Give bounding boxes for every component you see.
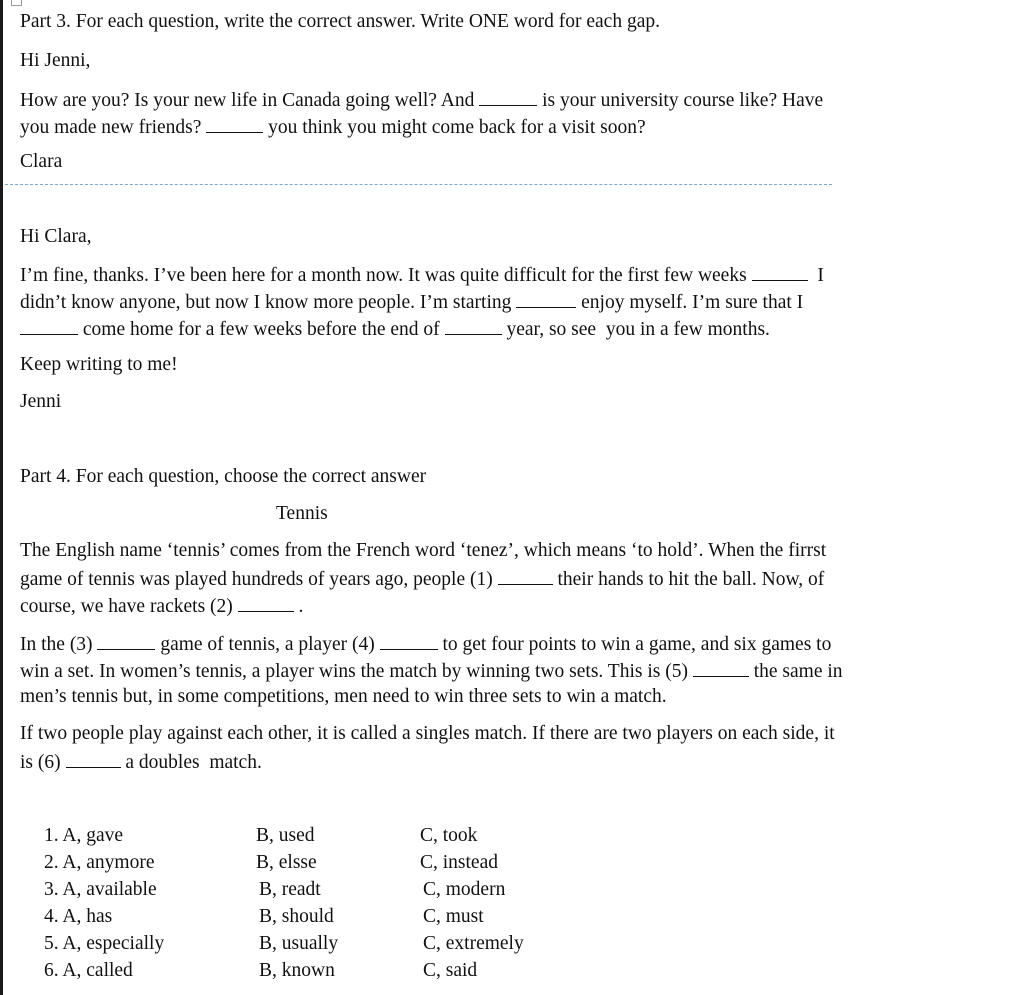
- text-segment: a doubles match.: [120, 752, 262, 773]
- p1-line2: [20, 566, 824, 592]
- answer-gap[interactable]: [752, 262, 808, 281]
- letter1-line1: [20, 87, 823, 113]
- option-5c[interactable]: C, extremely: [423, 933, 524, 954]
- answer-gap[interactable]: [97, 631, 155, 650]
- section-divider: [5, 184, 832, 185]
- letter2-closing: Keep writing to me!: [20, 354, 178, 375]
- text-segment: game of tennis was played hundreds of years ago, people (1): [20, 569, 498, 590]
- option-1c[interactable]: C, took: [420, 825, 478, 846]
- text-segment: game of tennis, a player (4): [155, 634, 380, 655]
- letter2-line2: [20, 289, 803, 315]
- option-2b[interactable]: B, elsse: [256, 852, 317, 873]
- answer-gap[interactable]: [380, 631, 438, 650]
- part3-heading: Part 3. For each question, write the correct answer. Write ONE word for each gap.: [20, 11, 660, 32]
- letter1-signoff: Clara: [20, 151, 63, 172]
- p3-line1: If two people play against each other, it is called a singles match. If there are two players on each side, it: [20, 723, 835, 744]
- text-segment: win a set. In women’s tennis, a player wins the match by winning two sets. This is (5): [20, 661, 693, 682]
- answer-gap[interactable]: [445, 316, 502, 335]
- p1-line3: [20, 593, 303, 619]
- text-segment: the same in: [748, 661, 843, 682]
- text-segment: their hands to hit the ball. Now, of: [552, 569, 825, 590]
- option-4c[interactable]: C, must: [423, 906, 484, 927]
- option-6a[interactable]: 6. A, called: [44, 960, 133, 981]
- answer-gap[interactable]: [206, 114, 263, 133]
- text-segment: is your university course like? Have: [537, 90, 824, 111]
- table-move-handle-icon[interactable]: [11, 0, 22, 6]
- text-segment: .: [293, 596, 304, 617]
- letter2-line1: [20, 262, 824, 288]
- option-2c[interactable]: C, instead: [420, 852, 498, 873]
- option-2a[interactable]: 2. A, anymore: [44, 852, 155, 873]
- p1-line1: The English name ‘tennis’ comes from the French word ‘tenez’, which means ‘to hold’. When the firrst: [20, 540, 827, 561]
- letter2-signoff: Jenni: [20, 391, 62, 412]
- text-segment: you made new friends?: [20, 117, 207, 138]
- answer-gap[interactable]: [693, 658, 749, 677]
- answer-gap[interactable]: [238, 593, 294, 612]
- text-segment: How are you? Is your new life in Canada going well? And: [20, 90, 480, 111]
- option-1b[interactable]: B, used: [256, 825, 315, 846]
- answer-gap[interactable]: [516, 289, 576, 308]
- text-segment: In the (3): [20, 634, 98, 655]
- option-4a[interactable]: 4. A, has: [44, 906, 113, 927]
- answer-gap[interactable]: [20, 316, 78, 335]
- text-segment: I’m fine, thanks. I’ve been here for a month now. It was quite difficult for the first few weeks: [20, 265, 752, 286]
- p2-line1: [20, 631, 831, 657]
- option-3b[interactable]: B, readt: [259, 879, 321, 900]
- option-5b[interactable]: B, usually: [259, 933, 339, 954]
- option-1a[interactable]: 1. A, gave: [44, 825, 124, 846]
- letter2-greeting: Hi Clara,: [20, 226, 92, 247]
- letter1-greeting: Hi Jenni,: [20, 50, 91, 71]
- option-6b[interactable]: B, known: [259, 960, 335, 981]
- text-segment: you think you might come back for a visit soon?: [263, 117, 646, 138]
- text-segment: come home for a few weeks before the end of: [78, 319, 445, 340]
- text-segment: course, we have rackets (2): [20, 596, 238, 617]
- text-segment: year, so see you in a few months.: [501, 319, 770, 340]
- page-left-border: [0, 0, 3, 995]
- text-segment: didn’t know anyone, but now I know more people. I’m starting: [20, 292, 517, 313]
- p2-line3: men’s tennis but, in some competitions, men need to win three sets to win a match.: [20, 686, 667, 707]
- option-5a[interactable]: 5. A, especially: [44, 933, 165, 954]
- answer-gap[interactable]: [498, 566, 553, 585]
- letter2-line3: [20, 316, 770, 342]
- text-segment: enjoy myself. I’m sure that I: [576, 292, 804, 313]
- option-3a[interactable]: 3. A, available: [44, 879, 157, 900]
- text-segment: is (6): [20, 752, 66, 773]
- option-4b[interactable]: B, should: [259, 906, 334, 927]
- text-segment: to get four points to win a game, and six games to: [437, 634, 832, 655]
- option-6c[interactable]: C, said: [423, 960, 478, 981]
- passage-title: Tennis: [276, 503, 328, 524]
- option-3c[interactable]: C, modern: [423, 879, 506, 900]
- p3-line2: [20, 749, 262, 775]
- p2-line2: [20, 658, 843, 684]
- part4-heading: Part 4. For each question, choose the correct answer: [20, 466, 427, 487]
- answer-gap[interactable]: [66, 749, 121, 768]
- answer-gap[interactable]: [479, 87, 537, 106]
- letter1-line2: [20, 114, 646, 140]
- text-segment: I: [807, 265, 824, 286]
